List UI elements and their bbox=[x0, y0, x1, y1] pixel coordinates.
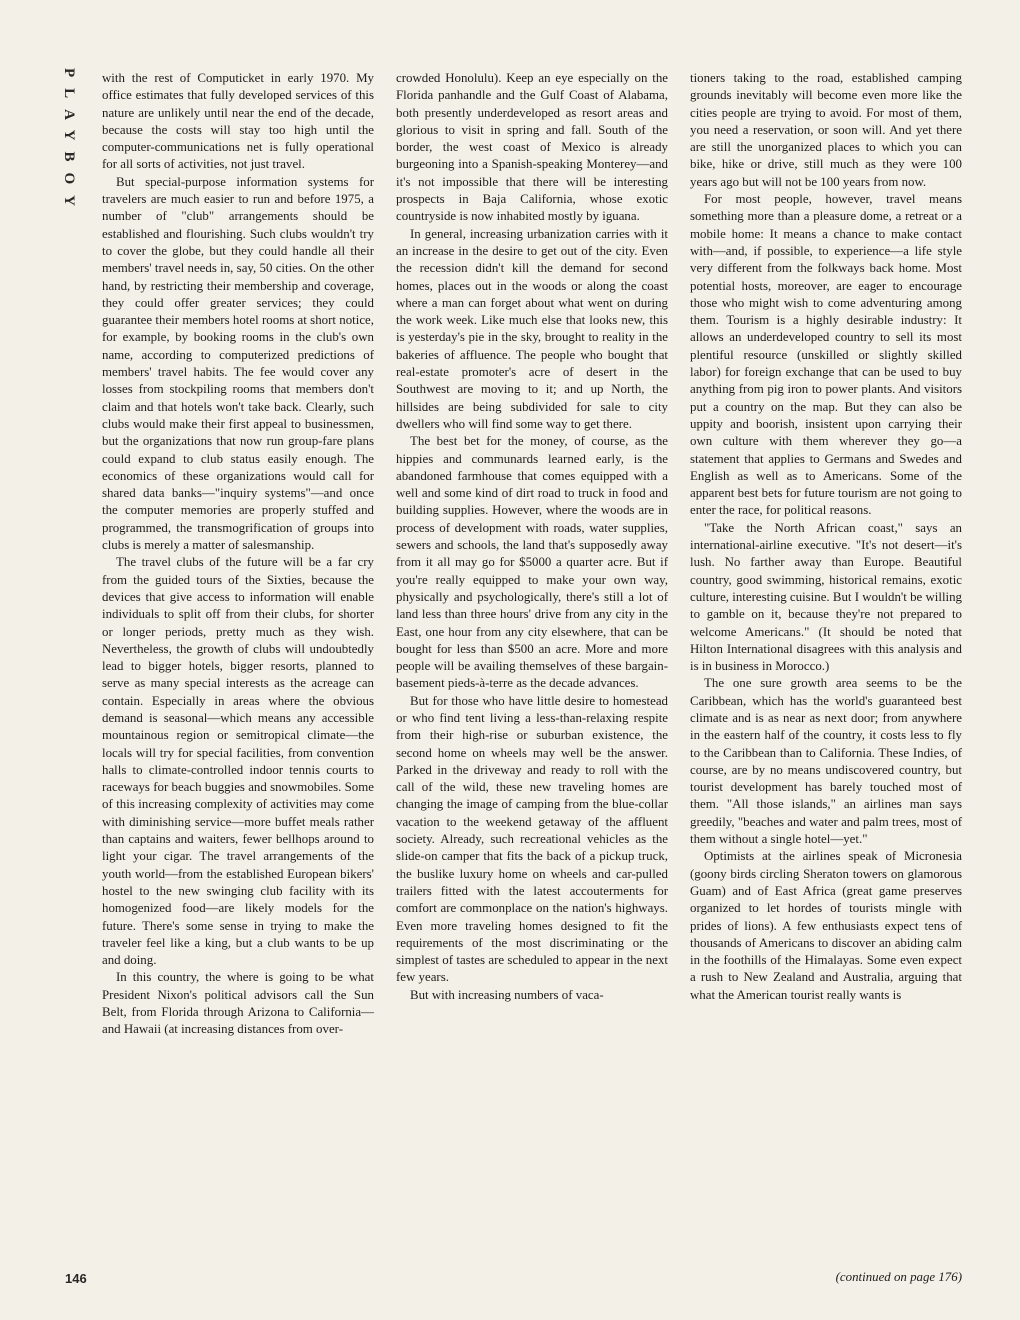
article-column-3 bbox=[690, 70, 962, 1300]
paragraph: But special-purpose information systems for travelers are much easier to run and before 1975, a number of "club" arrangements should be established and flourishing. Such clubs wouldn't try to cover the globe, but they could handle all their members' travel needs in, say, 50 cities. On the other hand, by restricting their membership and coverage, they could offer greater services; they could guarantee their members hotel rooms at short notice, for example, by booking rooms in the club's own name, according to computerized predictions of members' travel habits. The fee would cover any losses from stockpiling rooms that members don't claim and that hotels won't take back. Clearly, such clubs would make their first appeal to businessmen, but the organizations that now run group-fare plans could expand to club status easily enough. The economics of these organizations would call for shared data banks—"inquiry systems"—and once the computer memories are properly stuffed and programmed, the transmogrification of groups into clubs is merely a matter of salesmanship. bbox=[102, 174, 374, 553]
paragraph: The one sure growth area seems to be the Caribbean, which has the world's guaranteed best climate and is as near as next door; from anywhere in the eastern half of the country, it costs less to fly to the Caribbean than to California. These Indies, of course, are by no means undiscovered country, but tourist development has barely touched most of them. "All those islands," an airlines man says greedily, "beaches and water and palm trees, most of them without a single hotel—yet." bbox=[690, 676, 962, 847]
paragraph: In general, increasing urbanization carries with it an increase in the desire to get out of the city. Even the recession didn't kill the demand for second homes, places out in the woods or along the coast where a man can forget about what went on during the work week. Like much else that looks new, this is yesterday's pie in the sky, brought to reality in the bakeries of affluence. The people who bought that real-estate promoter's acre of desert in the Southwest are moving to it; and up North, the hillsides are being subdivided for sale to city dwellers who will find some way to get there. bbox=[396, 226, 668, 431]
continued-note: (continued on page 176) bbox=[835, 1270, 962, 1284]
paragraph: The best bet for the money, of course, as the hippies and communards learned early, is the abandoned farmhouse that comes equipped with a well and some kind of dirt road to truck in food and building supplies. However, where the woods are in process of development with roads, water supplies, sewers and schools, the land that's supposedly away from it all may go for $5000 a quarter acre. But if you're really equipped to make your own way, physically and psychologically, there's still a lot of land less than three hours' drive from any city in the East, one hour from any city elsewhere, that can be bought for less than $500 an acre. More and more people will be availing themselves of these bargain-basement pieds-à-terre as the decade advances. bbox=[396, 434, 668, 691]
paragraph: crowded Honolulu). Keep an eye especially on the Florida panhandle and the Gulf Coast of Alabama, both presently underdeveloped as resort areas and glorious to visit in spring and fall. South of the border, the west coast of Mexico is already burgeoning into a Spanish-speaking Monterey—and it's not impossible that there will be interesting prospects in Baja California, whose exotic countryside is now inhabited mostly by iguana. bbox=[396, 71, 668, 224]
article-column-2 bbox=[396, 70, 668, 1300]
page-number: 146 bbox=[65, 1271, 87, 1286]
paragraph: For most people, however, travel means something more than a pleasure dome, a retreat or a mobile home: It means a chance to make contact with—and, if possible, to experience—a life style very different from the folkways back home. Most potential hosts, moreover, are eager to encourage those who might wish to come adventuring among them. Tourism is a highly desirable industry: It allows an underdeveloped country to sell its most plentiful resource (unskilled or slightly skilled labor) for foreign exchange that can be used to buy anything from pig iron to power plants. And visitors put a country on the map. But they can also be uppity and boorish, insistent upon carrying their own culture with them wherever they go—a statement that applies to Germans and Swedes and English as well as to Americans. Some of the apparent best bets for future tourism are not going to enter the race, for political reasons. bbox=[690, 192, 962, 518]
article-column-1 bbox=[102, 70, 374, 1300]
paragraph: with the rest of Computicket in early 1970. My office estimates that fully developed services of this nature are unlikely until near the end of the decade, because the costs will stay too high until the computer-communications net is fully operational for all sorts of activities, not just travel. bbox=[102, 71, 374, 172]
paragraph: tioners taking to the road, established camping grounds inevitably will become even more like the cities people are trying to avoid. For most of them, you need a reservation, or soon will. And yet there are still the unorganized places to which you can bike, hike or drive, still much as they were 100 years ago but will not be 100 years from now. bbox=[690, 71, 962, 189]
paragraph: But with increasing numbers of vaca- bbox=[410, 987, 604, 1002]
running-head: PLAYBOY bbox=[61, 68, 77, 217]
paragraph: The travel clubs of the future will be a far cry from the guided tours of the Sixties, because the devices that give access to information will enable individuals to split off from their clubs, for shorter or longer periods, pretty much as they wish. Nevertheless, the growth of clubs will undoubtedly lead to bigger hotels, bigger resorts, planned to serve as many special interests as the acreage can contain. Especially in areas where the obvious demand is seasonal—which means any accessible mountainous region or semitropical climate—the locals will try for special facilities, from convention halls to climate-controlled indoor tennis courts to raceways for beach buggies and snowmobiles. Some of this increasing complexity of activities may come with diminishing service—more buffet meals rather than captains and waiters, fewer bellhops around to light your cigar. The travel arrangements of the youth world—from the established European bikers' hostel to the new swinging club facility with its homogenized food—are likely models for the future. There's some sense in trying to make the traveler feel like a king, but a club wants to be up and doing. bbox=[102, 555, 374, 968]
paragraph: Optimists at the airlines speak of Micronesia (goony birds circling Sheraton towers on glamorous Guam) and of East Africa (great game preserves organized to let hordes of tourists mingle with prides of lions). A few enthusiasts expect tens of thousands of Americans to discover an abiding calm in the foothills of the Himalayas. Some even expect a rush to New Zealand and Australia, arguing that what the American tourist really wants is bbox=[690, 849, 962, 1002]
paragraph: But for those who have little desire to homestead or who find tent living a less-than-relaxing respite from their high-rise or suburban existence, the second home on wheels may well be the answer. Parked in the driveway and ready to roll with the call of the wild, these new traveling homes are changing the image of camping from the blue-collar vacation to the weekend getaway of the affluent society. Already, such recreational vehicles as the slide-on camper that fits the back of a pickup truck, the buslike luxury home on wheels and car-pulled trailers fitted with the latest accouterments for comfort are commonplace on the nation's highways. Even more traveling homes designed to fit the requirements of the most discriminating or the simplest of tastes are scheduled to appear in the next few years. bbox=[396, 693, 668, 985]
paragraph: "Take the North African coast," says an international-airline executive. "It's not desert—it's lush. No farther away than Europe. Beautiful country, good swimming, historical remains, exotic culture, interesting cuisine. But I wouldn't be willing to gamble on it, because they're not prepared to welcome Americans." (It should be noted that Hilton International disagrees with this analysis and is in business in Morocco.) bbox=[690, 520, 962, 674]
paragraph: In this country, the where is going to be what President Nixon's political advisors call the Sun Belt, from Florida through Arizona to California—and Hawaii (at increasing distances from over- bbox=[102, 970, 374, 1037]
